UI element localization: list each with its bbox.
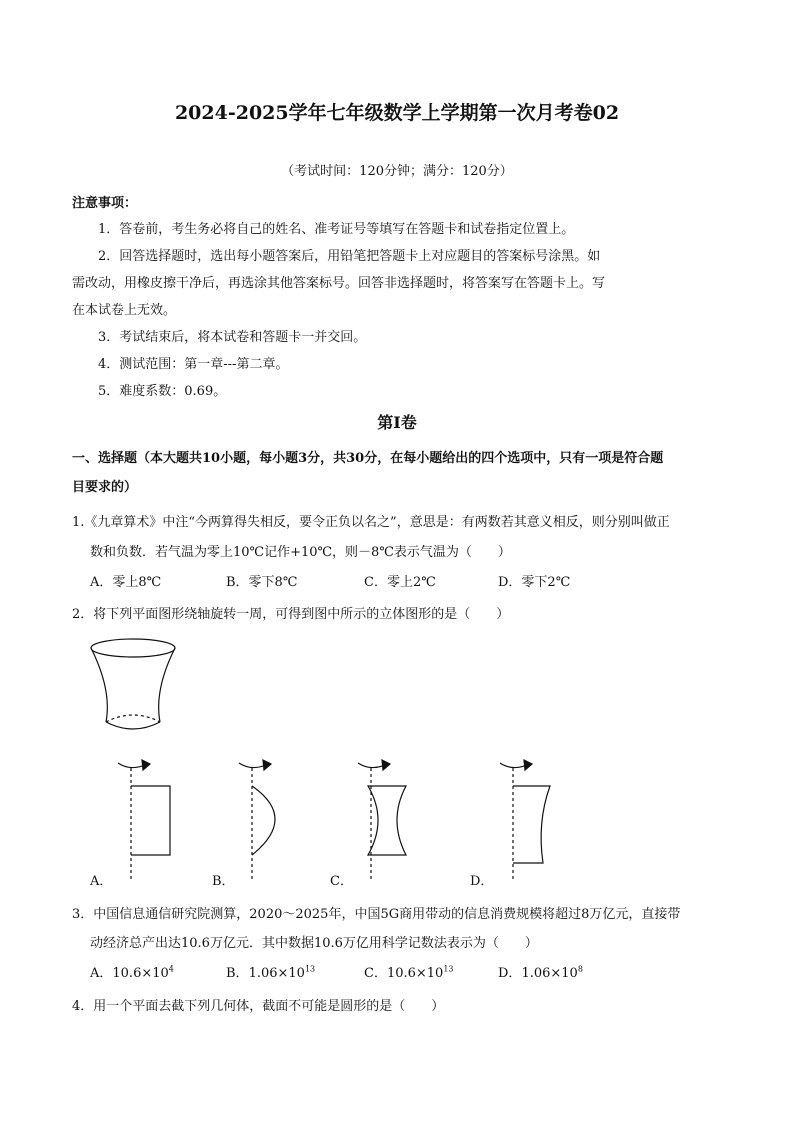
- q2-option-c-label[interactable]: C．: [330, 874, 353, 889]
- q1-option-c[interactable]: C．零上2℃: [364, 575, 436, 590]
- q3-option-b[interactable]: [226, 962, 315, 981]
- option-exponent: 13: [304, 964, 316, 974]
- q3-option-c[interactable]: [364, 962, 454, 981]
- option-base: 10.6×10: [112, 966, 169, 981]
- q3-option-d[interactable]: [498, 962, 583, 981]
- notice-item: 3．考试结束后，将本试卷和答题卡一并交回。: [98, 330, 367, 345]
- exam-info: （考试时间：120分钟；满分：120分）: [281, 164, 513, 179]
- option-label: D．: [498, 966, 522, 981]
- question-3-line2: 动经济总产出达10.6万亿元．其中数据10.6万亿用科学记数法表示为（ ）: [90, 936, 538, 951]
- page-title: 2024-2025学年七年级数学上学期第一次月考卷02: [174, 102, 620, 124]
- q2-option-b-label[interactable]: B．: [212, 874, 235, 889]
- question-3: 3．中国信息通信研究院测算，2020～2025年，中国5G商用带动的信息消费规模将超过8万亿元，直接带: [72, 907, 681, 922]
- notice-item: 2．回答选择题时，选出每小题答案后，用铅笔把答题卡上对应题目的答案标号涂黑。如: [98, 249, 601, 264]
- option-label: B．: [226, 966, 249, 981]
- option-base: 10.6×10: [386, 966, 444, 981]
- option-label: C．: [364, 966, 387, 981]
- notice-item: 4．测试范围：第一章---第二章。: [98, 357, 289, 372]
- q2-option-a-label[interactable]: A．: [90, 874, 113, 889]
- section-title: 第Ⅰ卷: [377, 413, 417, 432]
- option-base: 1.06×10: [521, 966, 578, 981]
- notice-item: 在本试卷上无效。: [72, 303, 177, 318]
- q1-option-a[interactable]: A．零上8℃: [90, 575, 162, 590]
- notice-item: 需改动，用橡皮擦干净后，再选涂其他答案标号。回答非选择题时，将答案写在答题卡上。写: [72, 276, 606, 291]
- question-4: 4．用一个平面去截下列几何体，截面不可能是圆形的是（ ）: [72, 999, 445, 1014]
- question-1: 1.《九章算术》中注“今两算得失相反，要令正负以名之”，意思是：有两数若其意义相反，则分别叫做正: [72, 515, 670, 530]
- part-heading: 一、选择题（本大题共10小题，每小题3分，共30分，在每小题给出的四个选项中，只有一项是符合题: [72, 451, 664, 466]
- part-heading: 目要求的）: [72, 480, 138, 495]
- notice-item: 5．难度系数：0.69。: [98, 384, 227, 399]
- question-1-line2: 数和负数．若气温为零上10℃记作+10℃，则－8℃表示气温为（ ）: [90, 545, 511, 560]
- q1-option-b[interactable]: B．零下8℃: [226, 575, 298, 590]
- question-2: 2．将下列平面图形绕轴旋转一周，可得到图中所示的立体图形的是（ ）: [72, 607, 510, 622]
- q3-option-a[interactable]: [90, 962, 174, 981]
- option-exponent: 8: [577, 964, 583, 974]
- notice-heading: 注意事项：: [72, 196, 138, 211]
- option-exponent: 13: [443, 964, 454, 974]
- option-base: 1.06×10: [248, 966, 305, 981]
- q1-option-d[interactable]: D．零下2℃: [498, 575, 571, 590]
- option-exponent: 4: [168, 964, 174, 974]
- notice-item: 1．答卷前，考生务必将自己的姓名、准考证号等填写在答题卡和试卷指定位置上。: [98, 222, 575, 237]
- q2-option-d-label[interactable]: D．: [470, 874, 494, 889]
- option-label: A．: [90, 966, 113, 981]
